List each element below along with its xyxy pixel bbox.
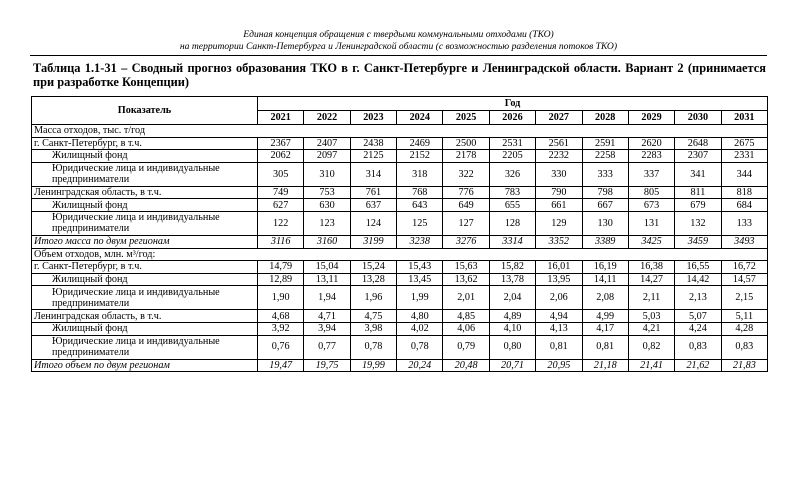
cell-2021: 3,92 bbox=[258, 322, 304, 335]
cell-2027: 4,13 bbox=[536, 322, 582, 335]
year-header-2021: 2021 bbox=[258, 111, 304, 125]
cell-2024: 13,45 bbox=[397, 273, 443, 286]
cell-2028: 0,81 bbox=[582, 335, 628, 359]
cell-2024: 2469 bbox=[397, 137, 443, 150]
cell-2029: 5,03 bbox=[628, 310, 674, 323]
cell-2026: 4,89 bbox=[489, 310, 535, 323]
cell-2024: 125 bbox=[397, 211, 443, 235]
cell-2021: 3116 bbox=[258, 235, 304, 248]
cell-2026: 20,71 bbox=[489, 359, 535, 372]
year-header-2022: 2022 bbox=[304, 111, 350, 125]
table-row bbox=[32, 150, 768, 163]
row-label: Ленинградская область, в т.ч. bbox=[32, 186, 258, 199]
cell-2024: 3238 bbox=[397, 235, 443, 248]
section-row bbox=[32, 248, 768, 261]
year-header-2027: 2027 bbox=[536, 111, 582, 125]
cell-2031: 133 bbox=[721, 211, 767, 235]
cell-2029: 0,82 bbox=[628, 335, 674, 359]
table-row bbox=[32, 310, 768, 323]
cell-2021: 1,90 bbox=[258, 286, 304, 310]
cell-2026: 3314 bbox=[489, 235, 535, 248]
cell-2026: 128 bbox=[489, 211, 535, 235]
cell-2026: 783 bbox=[489, 186, 535, 199]
cell-2031: 5,11 bbox=[721, 310, 767, 323]
table-row bbox=[32, 199, 768, 212]
cell-2023: 15,24 bbox=[350, 261, 396, 274]
cell-2028: 4,17 bbox=[582, 322, 628, 335]
table-row bbox=[32, 322, 768, 335]
cell-2023: 1,96 bbox=[350, 286, 396, 310]
cell-2029: 14,27 bbox=[628, 273, 674, 286]
cell-2023: 2125 bbox=[350, 150, 396, 163]
table-row bbox=[32, 186, 768, 199]
cell-2022: 753 bbox=[304, 186, 350, 199]
cell-2025: 2500 bbox=[443, 137, 489, 150]
cell-2025: 3276 bbox=[443, 235, 489, 248]
cell-2030: 2,13 bbox=[675, 286, 721, 310]
cell-2023: 0,78 bbox=[350, 335, 396, 359]
cell-2025: 2,01 bbox=[443, 286, 489, 310]
table-caption: Таблица 1.1-31 – Сводный прогноз образования ТКО в г. Санкт-Петербурге и Ленинградской области. Вариант 2 (принимается при разработке Концепции) bbox=[33, 61, 766, 89]
cell-2022: 13,11 bbox=[304, 273, 350, 286]
cell-2027: 0,81 bbox=[536, 335, 582, 359]
year-header-2026: 2026 bbox=[489, 111, 535, 125]
cell-2030: 811 bbox=[675, 186, 721, 199]
cell-2023: 637 bbox=[350, 199, 396, 212]
cell-2025: 776 bbox=[443, 186, 489, 199]
cell-2022: 3160 bbox=[304, 235, 350, 248]
cell-2027: 2561 bbox=[536, 137, 582, 150]
cell-2031: 684 bbox=[721, 199, 767, 212]
row-label: Юридические лица и индивидуальные предприниматели bbox=[32, 286, 258, 310]
cell-2030: 14,42 bbox=[675, 273, 721, 286]
cell-2027: 129 bbox=[536, 211, 582, 235]
year-header-2029: 2029 bbox=[628, 111, 674, 125]
cell-2026: 326 bbox=[489, 162, 535, 186]
cell-2026: 4,10 bbox=[489, 322, 535, 335]
table-row bbox=[32, 273, 768, 286]
cell-2028: 333 bbox=[582, 162, 628, 186]
cell-2022: 123 bbox=[304, 211, 350, 235]
cell-2021: 14,79 bbox=[258, 261, 304, 274]
cell-2027: 661 bbox=[536, 199, 582, 212]
cell-2026: 655 bbox=[489, 199, 535, 212]
cell-2023: 124 bbox=[350, 211, 396, 235]
cell-2027: 13,95 bbox=[536, 273, 582, 286]
cell-2021: 2062 bbox=[258, 150, 304, 163]
column-header-year: Год bbox=[258, 97, 768, 111]
cell-2022: 4,71 bbox=[304, 310, 350, 323]
cell-2025: 322 bbox=[443, 162, 489, 186]
row-label: Жилищный фонд bbox=[32, 273, 258, 286]
year-header-2024: 2024 bbox=[397, 111, 443, 125]
cell-2021: 2367 bbox=[258, 137, 304, 150]
table-row bbox=[32, 261, 768, 274]
cell-2026: 0,80 bbox=[489, 335, 535, 359]
cell-2029: 2620 bbox=[628, 137, 674, 150]
cell-2028: 4,99 bbox=[582, 310, 628, 323]
cell-2021: 122 bbox=[258, 211, 304, 235]
row-label: Ленинградская область, в т.ч. bbox=[32, 310, 258, 323]
cell-2027: 16,01 bbox=[536, 261, 582, 274]
cell-2022: 3,94 bbox=[304, 322, 350, 335]
cell-2031: 2331 bbox=[721, 150, 767, 163]
cell-2031: 3493 bbox=[721, 235, 767, 248]
cell-2023: 4,75 bbox=[350, 310, 396, 323]
cell-2031: 344 bbox=[721, 162, 767, 186]
cell-2030: 21,62 bbox=[675, 359, 721, 372]
cell-2029: 21,41 bbox=[628, 359, 674, 372]
cell-2023: 761 bbox=[350, 186, 396, 199]
cell-2027: 2,06 bbox=[536, 286, 582, 310]
cell-2027: 790 bbox=[536, 186, 582, 199]
cell-2025: 4,06 bbox=[443, 322, 489, 335]
cell-2023: 3,98 bbox=[350, 322, 396, 335]
table-row bbox=[32, 211, 768, 235]
cell-2024: 643 bbox=[397, 199, 443, 212]
cell-2028: 667 bbox=[582, 199, 628, 212]
table-body bbox=[32, 125, 768, 372]
year-header-2028: 2028 bbox=[582, 111, 628, 125]
cell-2030: 4,24 bbox=[675, 322, 721, 335]
cell-2030: 2648 bbox=[675, 137, 721, 150]
cell-2027: 2232 bbox=[536, 150, 582, 163]
cell-2025: 2178 bbox=[443, 150, 489, 163]
cell-2029: 4,21 bbox=[628, 322, 674, 335]
cell-2028: 14,11 bbox=[582, 273, 628, 286]
row-label: Итого масса по двум регионам bbox=[32, 235, 258, 248]
column-header-indicator: Показатель bbox=[32, 97, 258, 125]
row-label: Итого объем по двум регионам bbox=[32, 359, 258, 372]
cell-2021: 4,68 bbox=[258, 310, 304, 323]
year-header-2023: 2023 bbox=[350, 111, 396, 125]
row-label: г. Санкт-Петербург, в т.ч. bbox=[32, 261, 258, 274]
cell-2024: 2152 bbox=[397, 150, 443, 163]
cell-2030: 341 bbox=[675, 162, 721, 186]
cell-2024: 0,78 bbox=[397, 335, 443, 359]
cell-2028: 2591 bbox=[582, 137, 628, 150]
cell-2030: 679 bbox=[675, 199, 721, 212]
section-label: Масса отходов, тыс. т/год bbox=[32, 125, 768, 138]
cell-2026: 2205 bbox=[489, 150, 535, 163]
cell-2025: 0,79 bbox=[443, 335, 489, 359]
table-row bbox=[32, 335, 768, 359]
cell-2021: 0,76 bbox=[258, 335, 304, 359]
cell-2028: 798 bbox=[582, 186, 628, 199]
cell-2022: 2407 bbox=[304, 137, 350, 150]
year-header-2031: 2031 bbox=[721, 111, 767, 125]
cell-2030: 5,07 bbox=[675, 310, 721, 323]
cell-2030: 3459 bbox=[675, 235, 721, 248]
cell-2026: 2,04 bbox=[489, 286, 535, 310]
cell-2022: 0,77 bbox=[304, 335, 350, 359]
cell-2027: 330 bbox=[536, 162, 582, 186]
year-header-2025: 2025 bbox=[443, 111, 489, 125]
cell-2028: 3389 bbox=[582, 235, 628, 248]
cell-2029: 16,38 bbox=[628, 261, 674, 274]
cell-2030: 132 bbox=[675, 211, 721, 235]
row-label: Жилищный фонд bbox=[32, 150, 258, 163]
total-row bbox=[32, 235, 768, 248]
cell-2025: 649 bbox=[443, 199, 489, 212]
row-label: Юридические лица и индивидуальные предприниматели bbox=[32, 211, 258, 235]
cell-2031: 16,72 bbox=[721, 261, 767, 274]
cell-2027: 3352 bbox=[536, 235, 582, 248]
cell-2024: 4,02 bbox=[397, 322, 443, 335]
cell-2022: 19,75 bbox=[304, 359, 350, 372]
cell-2021: 19,47 bbox=[258, 359, 304, 372]
year-header-2030: 2030 bbox=[675, 111, 721, 125]
cell-2026: 13,78 bbox=[489, 273, 535, 286]
document-header bbox=[0, 29, 797, 53]
cell-2029: 3425 bbox=[628, 235, 674, 248]
section-row bbox=[32, 125, 768, 138]
row-label: Жилищный фонд bbox=[32, 322, 258, 335]
cell-2029: 805 bbox=[628, 186, 674, 199]
cell-2024: 768 bbox=[397, 186, 443, 199]
cell-2030: 16,55 bbox=[675, 261, 721, 274]
table-row bbox=[32, 162, 768, 186]
cell-2031: 21,83 bbox=[721, 359, 767, 372]
cell-2023: 13,28 bbox=[350, 273, 396, 286]
cell-2022: 2097 bbox=[304, 150, 350, 163]
cell-2026: 2531 bbox=[489, 137, 535, 150]
cell-2030: 2307 bbox=[675, 150, 721, 163]
cell-2028: 2,08 bbox=[582, 286, 628, 310]
cell-2023: 3199 bbox=[350, 235, 396, 248]
cell-2029: 2283 bbox=[628, 150, 674, 163]
cell-2025: 13,62 bbox=[443, 273, 489, 286]
cell-2026: 15,82 bbox=[489, 261, 535, 274]
cell-2031: 2675 bbox=[721, 137, 767, 150]
total-row bbox=[32, 359, 768, 372]
cell-2021: 12,89 bbox=[258, 273, 304, 286]
header-line-1: Единая концепция обращения с твердыми коммунальными отходами (ТКО) bbox=[243, 29, 554, 40]
row-label: Юридические лица и индивидуальные предприниматели bbox=[32, 162, 258, 186]
cell-2023: 2438 bbox=[350, 137, 396, 150]
header-divider bbox=[30, 55, 767, 56]
cell-2024: 15,43 bbox=[397, 261, 443, 274]
cell-2031: 14,57 bbox=[721, 273, 767, 286]
cell-2021: 627 bbox=[258, 199, 304, 212]
cell-2029: 337 bbox=[628, 162, 674, 186]
cell-2022: 310 bbox=[304, 162, 350, 186]
forecast-table bbox=[31, 96, 768, 372]
cell-2027: 4,94 bbox=[536, 310, 582, 323]
row-label: Жилищный фонд bbox=[32, 199, 258, 212]
cell-2023: 314 bbox=[350, 162, 396, 186]
cell-2025: 127 bbox=[443, 211, 489, 235]
cell-2024: 1,99 bbox=[397, 286, 443, 310]
cell-2031: 2,15 bbox=[721, 286, 767, 310]
cell-2023: 19,99 bbox=[350, 359, 396, 372]
cell-2028: 130 bbox=[582, 211, 628, 235]
cell-2024: 20,24 bbox=[397, 359, 443, 372]
cell-2021: 305 bbox=[258, 162, 304, 186]
cell-2030: 0,83 bbox=[675, 335, 721, 359]
cell-2025: 15,63 bbox=[443, 261, 489, 274]
cell-2024: 318 bbox=[397, 162, 443, 186]
cell-2029: 673 bbox=[628, 199, 674, 212]
cell-2029: 131 bbox=[628, 211, 674, 235]
cell-2028: 16,19 bbox=[582, 261, 628, 274]
table-row bbox=[32, 286, 768, 310]
cell-2027: 20,95 bbox=[536, 359, 582, 372]
cell-2031: 0,83 bbox=[721, 335, 767, 359]
cell-2028: 2258 bbox=[582, 150, 628, 163]
cell-2031: 818 bbox=[721, 186, 767, 199]
cell-2025: 20,48 bbox=[443, 359, 489, 372]
header-line-2: на территории Санкт-Петербурга и Ленинградской области (с возможностью разделения потоков ТКО) bbox=[179, 41, 618, 52]
cell-2022: 15,04 bbox=[304, 261, 350, 274]
cell-2028: 21,18 bbox=[582, 359, 628, 372]
row-label: г. Санкт-Петербург, в т.ч. bbox=[32, 137, 258, 150]
cell-2029: 2,11 bbox=[628, 286, 674, 310]
section-label: Объем отходов, млн. м³/год: bbox=[32, 248, 768, 261]
cell-2021: 749 bbox=[258, 186, 304, 199]
cell-2031: 4,28 bbox=[721, 322, 767, 335]
cell-2024: 4,80 bbox=[397, 310, 443, 323]
cell-2022: 1,94 bbox=[304, 286, 350, 310]
row-label: Юридические лица и индивидуальные предприниматели bbox=[32, 335, 258, 359]
table-row bbox=[32, 137, 768, 150]
cell-2025: 4,85 bbox=[443, 310, 489, 323]
cell-2022: 630 bbox=[304, 199, 350, 212]
